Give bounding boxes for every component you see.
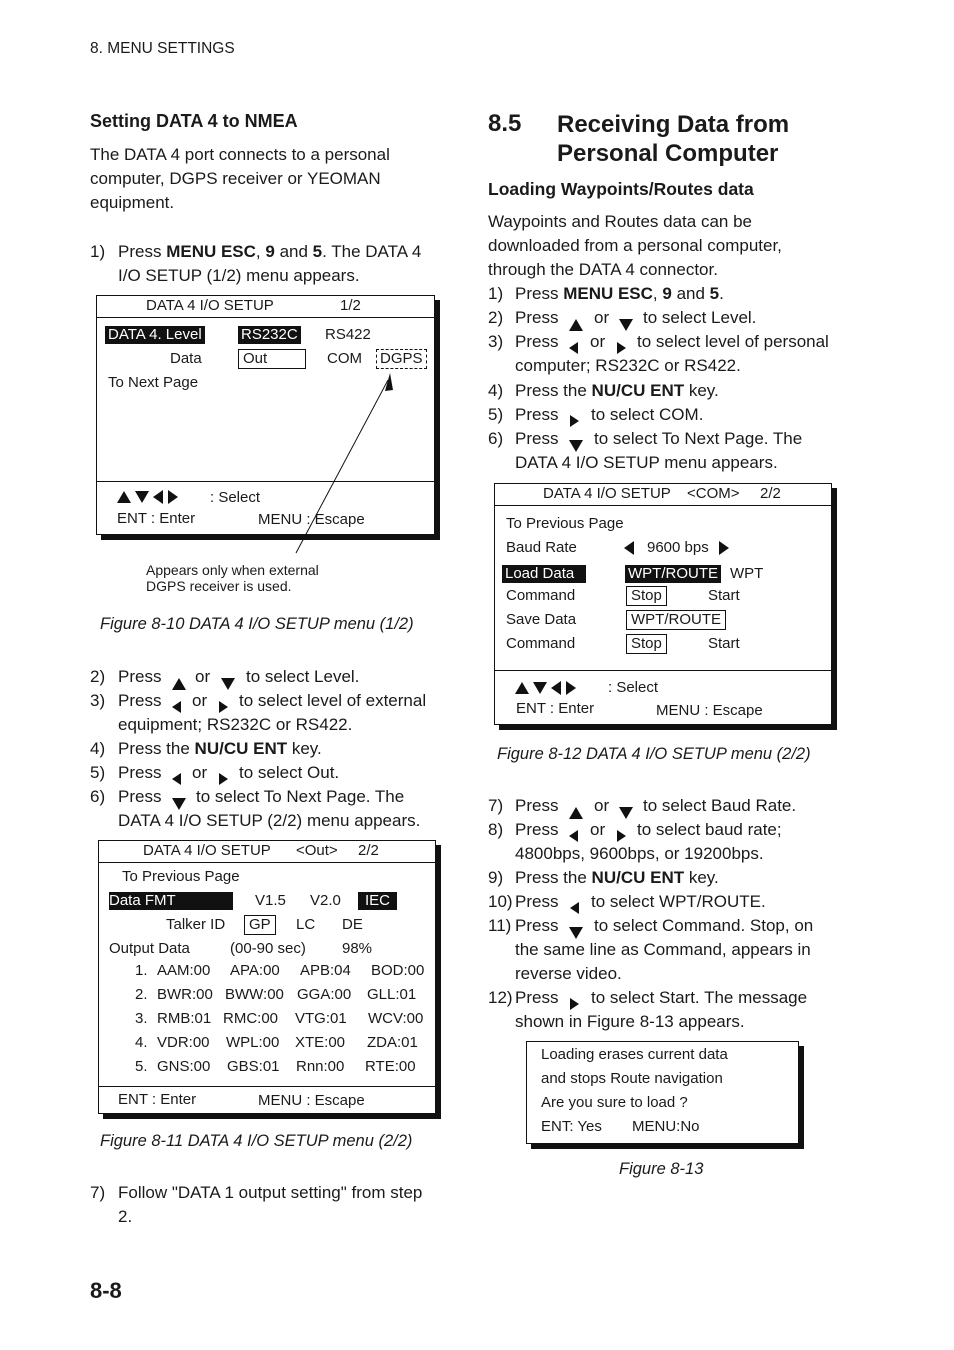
section-title: Receiving Data from Personal Computer [557,111,790,167]
option-stop-2[interactable]: Stop [626,634,667,654]
menu-title: DATA 4 I/O SETUP [143,842,271,859]
callout-note: Appears only when external DGPS receiver is used. [146,562,319,594]
output-range: (00-90 sec) [230,940,306,957]
table-row: 3. RMB:01 RMC:00 VTG:01 WCV:00 [135,1010,424,1027]
confirm-load-dialog [526,1041,799,1144]
dialog-yes-option[interactable]: ENT: Yes [541,1118,602,1135]
option-dgps[interactable]: DGPS [376,349,427,369]
option-de[interactable]: DE [342,916,363,933]
menu-io-setup-2-out [98,840,436,1114]
r-step-1: 1) Press MENU ESC, 9 and 5. [488,284,724,303]
dialog-line-1: Loading erases current data [541,1046,728,1063]
data-label: Data [170,350,202,367]
menu-footer [495,670,831,724]
r-step-5: 5) Press to select COM. [488,403,848,427]
option-iec[interactable]: IEC [358,892,397,910]
menu-io-setup-com [494,483,832,725]
menu-page: 2/2 [358,842,379,859]
r-step-6: 6) Press to select To Next Page. The DATA 4 I/O SETUP menu appears. [488,429,803,472]
sentence-value[interactable]: BWW:00 [225,986,284,1003]
select-hint: : Select [210,489,261,506]
dialog-no-option[interactable]: MENU:No [632,1118,700,1135]
step-2: 2) Press or to select Level. [90,665,450,689]
subheading-waypoints: Loading Waypoints/Routes data [488,179,754,199]
step-3: 3) Press or to select level of external equipment; RS232C or RS422. [90,691,427,734]
output-percent: 98% [342,940,373,957]
data-fmt-label[interactable]: Data FMT [109,892,233,910]
sentence-value[interactable]: BWR:00 [157,986,213,1003]
option-wpt[interactable]: WPT [730,565,764,582]
baud-rate-value[interactable]: 9600 bps [647,539,709,556]
dialog-line-2: and stops Route navigation [541,1070,723,1087]
to-next-page[interactable]: To Next Page [108,374,199,391]
option-wpt-route[interactable]: WPT/ROUTE [625,565,721,583]
sentence-value[interactable]: WCV:00 [368,1010,424,1027]
sentence-value[interactable]: ZDA:01 [367,1034,418,1051]
figure-caption-8-11: Figure 8-11 DATA 4 I/O SETUP menu (2/2) [100,1132,413,1150]
sentence-value[interactable]: WPL:00 [226,1034,280,1051]
sentence-value[interactable]: BOD:00 [371,962,425,979]
sentence-value[interactable]: AAM:00 [157,962,211,979]
r-step-9: 9) Press the NU/CU ENT key. [488,868,719,887]
r-step-8: 8) Press or to select baud rate; 4800bps, 9600bps, or 19200bps. [488,820,782,863]
save-data-label: Save Data [506,611,577,628]
figure-caption-8-12: Figure 8-12 DATA 4 I/O SETUP menu (2/2) [497,745,811,763]
sentence-value[interactable]: APA:00 [230,962,280,979]
sentence-value[interactable]: VTG:01 [295,1010,347,1027]
menu-subtitle: <COM> [687,485,740,502]
running-header: 8. MENU SETTINGS [90,40,235,57]
option-rs422[interactable]: RS422 [325,326,371,343]
talker-id-label: Talker ID [166,916,226,933]
sentence-value[interactable]: GBS:01 [227,1058,280,1075]
sentence-value[interactable]: VDR:00 [157,1034,210,1051]
menu-header [99,841,435,863]
step-1: 1) Press MENU ESC, 9 and 5. The DATA 4 I/O SETUP (1/2) menu appears. [90,242,422,285]
sentence-value[interactable]: Rnn:00 [296,1058,345,1075]
sentence-value[interactable]: APB:04 [300,962,351,979]
level-label[interactable]: DATA 4. Level [105,326,205,344]
enter-hint: ENT : Enter [516,700,595,717]
r-step-2: 2) Press or to select Level. [488,306,848,330]
option-start-1[interactable]: Start [708,587,740,604]
page-number: 8-8 [90,1278,122,1303]
menu-header [495,484,831,506]
intro-paragraph: The DATA 4 port connects to a personal computer, DGPS receiver or YEOMAN equipment. [90,145,390,212]
option-com[interactable]: COM [327,350,362,367]
enter-hint: ENT : Enter [117,510,196,527]
sentence-value[interactable]: RMC:00 [223,1010,279,1027]
command-label-2: Command [506,635,576,652]
section-heading-nmea: Setting DATA 4 to NMEA [90,111,298,131]
r-step-4: 4) Press the NU/CU ENT key. [488,381,719,400]
baud-left-icon[interactable] [624,539,634,557]
figure-caption-8-10: Figure 8-10 DATA 4 I/O SETUP menu (1/2) [100,615,414,633]
menu-title: DATA 4 I/O SETUP [543,485,671,502]
r-step-7: 7) Press or to select Baud Rate. [488,794,848,818]
output-data-label: Output Data [109,940,190,957]
escape-hint: MENU : Escape [656,702,763,719]
r-step-3: 3) Press or to select level of personal computer; RS232C or RS422. [488,332,829,375]
to-previous-page[interactable]: To Previous Page [122,868,240,885]
to-previous-page[interactable]: To Previous Page [506,515,624,532]
option-stop-1[interactable]: Stop [626,586,667,606]
option-wpt-route-save[interactable]: WPT/ROUTE [626,610,726,630]
option-start-2[interactable]: Start [708,635,740,652]
step-5: 5) Press or to select Out. [90,761,450,785]
dialog-line-3: Are you sure to load ? [541,1094,688,1111]
right-intro-paragraph: Waypoints and Routes data can be downloaded from a personal computer, through the DATA 4 connector. [488,212,782,279]
menu-title: DATA 4 I/O SETUP [146,297,274,314]
r-step-11: 11) Press to select Command. Stop, on the same line as Command, appears in reverse video. [488,916,814,983]
option-out[interactable]: Out [238,349,306,369]
table-row: 2. BWR:00 BWW:00 GGA:00 GLL:01 [135,986,417,1003]
sentence-value[interactable]: RMB:01 [157,1010,212,1027]
option-rs232c[interactable]: RS232C [238,326,301,344]
select-hint: : Select [608,679,659,696]
baud-rate-label: Baud Rate [506,539,577,556]
output-sentence-table [99,962,435,1082]
figure-caption-8-13: Figure 8-13 [619,1160,704,1178]
step-4: 4) Press the NU/CU ENT key. [90,739,322,758]
r-step-12: 12) Press to select Start. The message shown in Figure 8-13 appears. [488,988,808,1031]
load-data-label[interactable]: Load Data [502,565,586,583]
sentence-value[interactable]: GNS:00 [157,1058,211,1075]
r-step-10: 10) Press to select WPT/ROUTE. [488,890,848,914]
table-row: 1. AAM:00 APA:00 APB:04 BOD:00 [135,962,425,979]
sentence-value[interactable]: GLL:01 [367,986,417,1003]
arrow-keys-icon [515,679,576,697]
sentence-value[interactable]: GGA:00 [297,986,352,1003]
step-7: 7) Follow "DATA 1 output setting" from step 2. [90,1183,423,1226]
option-gp[interactable]: GP [244,915,276,935]
escape-hint: MENU : Escape [258,1092,365,1109]
enter-hint: ENT : Enter [118,1091,197,1108]
sentence-value[interactable]: XTE:00 [295,1034,346,1051]
command-label-1: Command [506,587,576,604]
step-6: 6) Press to select To Next Page. The DATA 4 I/O SETUP (2/2) menu appears. [90,787,421,830]
baud-right-icon[interactable] [719,539,729,557]
option-lc[interactable]: LC [296,916,316,933]
table-row: 4. VDR:00 WPL:00 XTE:00 ZDA:01 [135,1034,418,1051]
section-number: 8.5 [488,110,522,137]
menu-subtitle: <Out> [296,842,338,859]
table-row: 5. GNS:00 GBS:01 Rnn:00 RTE:00 [135,1058,416,1075]
menu-footer [99,1086,435,1113]
menu-page: 1/2 [340,297,361,314]
menu-page: 2/2 [760,485,781,502]
option-v15[interactable]: V1.5 [255,892,286,909]
sentence-value[interactable]: RTE:00 [365,1058,416,1075]
escape-hint: MENU : Escape [258,511,365,528]
option-v20[interactable]: V2.0 [310,892,341,909]
